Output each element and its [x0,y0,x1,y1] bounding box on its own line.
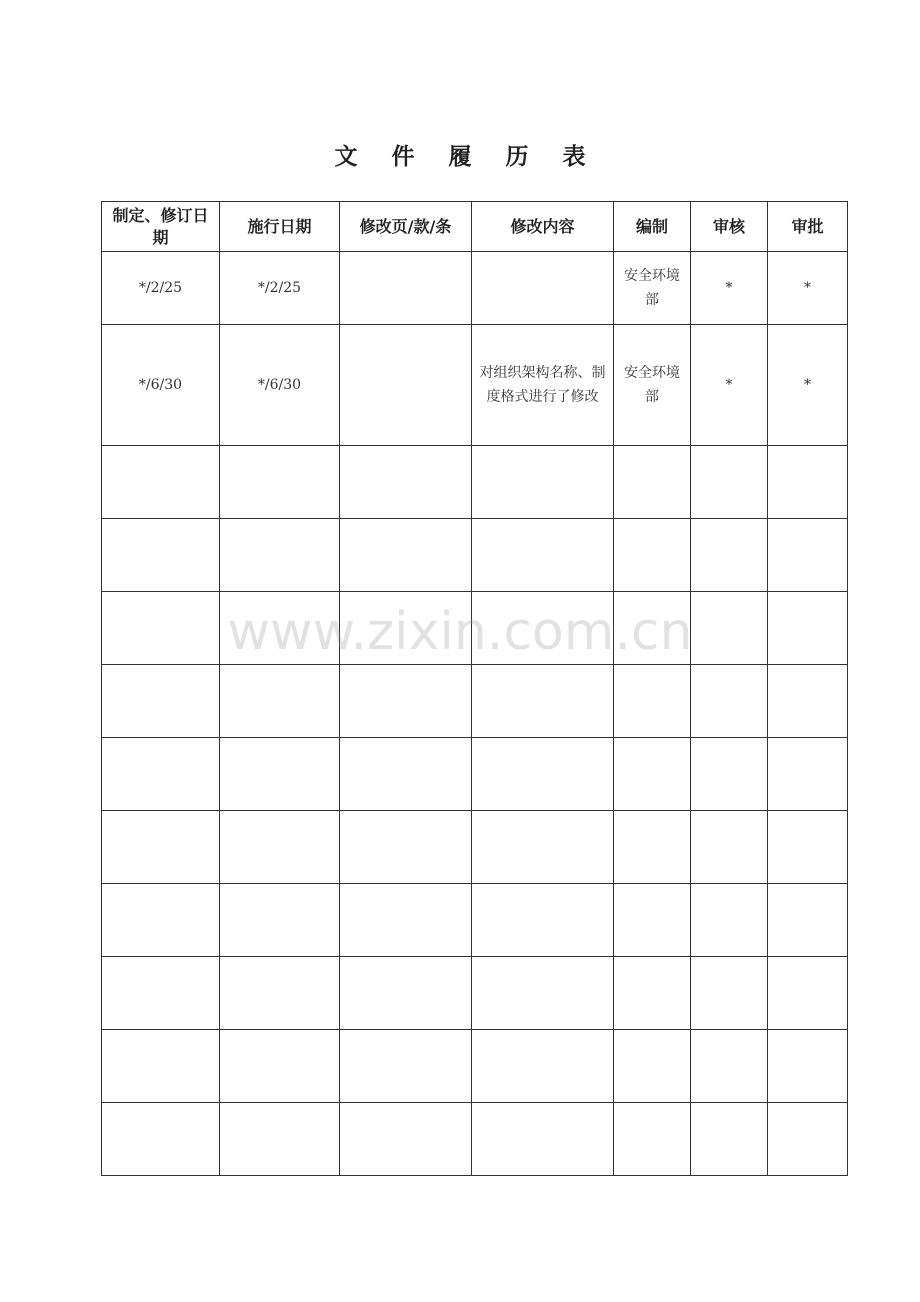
revision-history-table [101,201,848,1176]
cell-revision-date [102,665,220,738]
table-row [102,738,848,811]
cell-revision-date [102,884,220,957]
cell-effective-date [220,738,340,811]
cell-prepared-by [614,519,691,592]
cell-reviewed-by [691,957,768,1030]
cell-prepared-by [614,738,691,811]
cell-modification-content [472,738,614,811]
table-row [102,665,848,738]
cell-effective-date [220,665,340,738]
cell-modified-section [340,519,472,592]
cell-prepared-by [614,957,691,1030]
cell-effective-date: */6/30 [220,325,340,446]
cell-approved-by: * [768,252,848,325]
cell-approved-by [768,1103,848,1176]
site-watermark: www.zixin.com.cn [227,602,693,662]
cell-effective-date [220,1103,340,1176]
document-title: 文 件 履 历 表 [334,144,599,170]
cell-modification-content [472,519,614,592]
cell-effective-date [220,519,340,592]
cell-modification-content [472,592,614,665]
table-row [102,811,848,884]
cell-modified-section [340,884,472,957]
cell-reviewed-by [691,519,768,592]
cell-reviewed-by [691,738,768,811]
cell-revision-date [102,446,220,519]
cell-reviewed-by [691,1103,768,1176]
cell-modification-content [472,446,614,519]
cell-prepared-by [614,592,691,665]
cell-modified-section [340,252,472,325]
table-row [102,325,848,446]
cell-approved-by [768,811,848,884]
cell-revision-date [102,738,220,811]
cell-modified-section [340,665,472,738]
header-reviewed-by: 审核 [691,202,768,252]
cell-effective-date [220,957,340,1030]
cell-effective-date [220,1030,340,1103]
cell-prepared-by [614,1103,691,1176]
cell-modification-content [472,1030,614,1103]
cell-approved-by [768,738,848,811]
cell-effective-date [220,592,340,665]
cell-reviewed-by [691,665,768,738]
table-row [102,1030,848,1103]
table-row [102,957,848,1030]
table-header-row [102,202,848,252]
cell-revision-date [102,811,220,884]
cell-prepared-by: 安全环境部 [614,252,691,325]
cell-modified-section [340,592,472,665]
table-row [102,592,848,665]
cell-modified-section [340,1030,472,1103]
header-prepared-by: 编制 [614,202,691,252]
cell-modification-content [472,811,614,884]
cell-prepared-by [614,884,691,957]
cell-modified-section [340,957,472,1030]
table-row [102,884,848,957]
cell-modification-content [472,957,614,1030]
cell-approved-by [768,665,848,738]
cell-reviewed-by [691,1030,768,1103]
cell-modified-section [340,811,472,884]
table-row [102,519,848,592]
cell-modified-section [340,738,472,811]
cell-effective-date: */2/25 [220,252,340,325]
cell-revision-date [102,592,220,665]
cell-revision-date [102,957,220,1030]
cell-modified-section [340,446,472,519]
cell-approved-by [768,592,848,665]
cell-modified-section [340,1103,472,1176]
cell-reviewed-by [691,592,768,665]
header-modified-section: 修改页/款/条 [340,202,472,252]
cell-modification-content [472,1103,614,1176]
header-revision-date: 制定、修订日期 [102,202,220,252]
table-row [102,1103,848,1176]
cell-approved-by [768,1030,848,1103]
cell-effective-date [220,446,340,519]
cell-effective-date [220,811,340,884]
cell-modification-content [472,665,614,738]
cell-approved-by [768,957,848,1030]
cell-reviewed-by [691,884,768,957]
table-row [102,252,848,325]
cell-approved-by [768,884,848,957]
cell-approved-by [768,519,848,592]
cell-effective-date [220,884,340,957]
cell-revision-date [102,1030,220,1103]
cell-reviewed-by: * [691,325,768,446]
cell-revision-date [102,1103,220,1176]
header-approved-by: 审批 [768,202,848,252]
cell-modification-content [472,884,614,957]
cell-prepared-by [614,446,691,519]
cell-modified-section [340,325,472,446]
cell-revision-date: */6/30 [102,325,220,446]
cell-approved-by: * [768,325,848,446]
cell-revision-date: */2/25 [102,252,220,325]
cell-prepared-by: 安全环境部 [614,325,691,446]
cell-prepared-by [614,811,691,884]
table-row [102,446,848,519]
cell-approved-by [768,446,848,519]
header-effective-date: 施行日期 [220,202,340,252]
cell-prepared-by [614,1030,691,1103]
cell-modification-content [472,252,614,325]
cell-revision-date [102,519,220,592]
header-modification-content: 修改内容 [472,202,614,252]
cell-reviewed-by [691,446,768,519]
cell-modification-content: 对组织架构名称、制度格式进行了修改 [472,325,614,446]
cell-reviewed-by: * [691,252,768,325]
cell-prepared-by [614,665,691,738]
cell-reviewed-by [691,811,768,884]
